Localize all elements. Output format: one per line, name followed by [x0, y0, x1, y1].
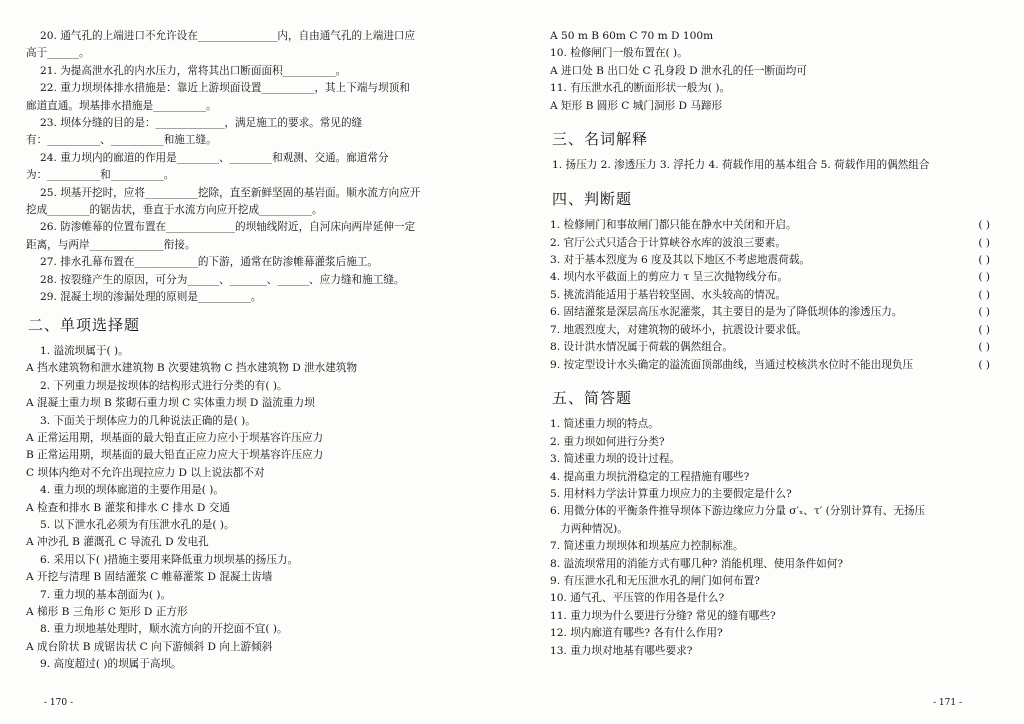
section-title-true-false: 四、判断题 [552, 189, 633, 208]
true-false-item [550, 269, 1000, 286]
question-line: 9. 高度超过( )的坝属于高坝。 [40, 658, 182, 671]
question-line: 26. 防渗帷幕的位置布置在_____________的坝轴线附近，自河床向两岸延伸一定 [40, 221, 416, 234]
short-answer-item: 13. 重力坝对地基有哪些要求? [550, 644, 693, 657]
page-number: - 170 - [44, 698, 73, 708]
question-line: A 50 m B 60m C 70 m D 100m [550, 30, 714, 42]
question-line: 7. 重力坝的基本剖面为( )。 [40, 588, 172, 601]
question-line: 8. 重力坝地基处理时，顺水流方向的开挖面不宜( )。 [40, 623, 288, 636]
question-text: 5. 挑流消能适用于基岩较坚固、水头较高的情况。 [550, 288, 786, 301]
question-line: A 成台阶状 B 成锯齿状 C 向下游倾斜 D 向上游倾斜 [26, 640, 273, 653]
true-false-item [550, 304, 1000, 321]
short-answer-item: 7. 简述重力坝坝体和坝基应力控制标准。 [550, 540, 744, 553]
question-text: 3. 对于基本烈度为 6 度及其以下地区不考虑地震荷载。 [550, 254, 811, 267]
question-line: 6. 采用以下( )措施主要用来降低重力坝坝基的扬压力。 [40, 553, 299, 566]
question-line: 29. 混凝土坝的渗漏处理的原则是__________。 [40, 291, 262, 304]
question-line: 23. 坝体分缝的目的是：_____________，满足施工的要求。常见的缝 [40, 117, 363, 130]
short-answer-item: 3. 简述重力坝的设计过程。 [550, 453, 681, 466]
question-line: 5. 以下泄水孔必须为有压泄水孔的是( )。 [40, 518, 235, 531]
question-line: 27. 排水孔幕布置在____________的下游，通常在防渗帷幕灌浆后施工。 [40, 256, 379, 269]
section-title-single-choice: 二、单项选择题 [28, 315, 141, 334]
page-number: - 171 - [933, 698, 962, 708]
short-answer-item: 6. 用微分体的平衡条件推导坝体下游边缘应力分量 σ′ₓ、τ′ (分别计算有、无扬压 [550, 505, 926, 518]
question-line: 高于______。 [26, 47, 90, 60]
answer-blank: ( ) [978, 236, 990, 249]
question-line: 20. 通气孔的上端进口不允许设在_______________内，自由通气孔的上端进口应 [40, 30, 416, 42]
answer-blank: ( ) [978, 219, 990, 232]
answer-blank: ( ) [978, 341, 990, 354]
question-line: A 混凝土重力坝 B 浆砌石重力坝 C 实体重力坝 D 溢流重力坝 [26, 397, 315, 410]
answer-blank: ( ) [978, 358, 990, 371]
short-answer-item: 8. 溢流坝常用的消能方式有哪几种? 消能机理、使用条件如何? [550, 557, 844, 570]
question-line: 24. 重力坝内的廊道的作用是________、________和观测、交通。廊道常分 [40, 151, 389, 164]
short-answer-item: 2. 重力坝如何进行分类? [550, 435, 665, 448]
answer-blank: ( ) [978, 288, 990, 301]
true-false-item [550, 322, 1000, 339]
question-line: A 正常运用期，坝基面的最大铅直正应力应小于坝基容许压应力 [26, 431, 324, 444]
short-answer-item: 12. 坝内廊道有哪些? 各有什么作用? [550, 627, 723, 640]
question-line: A 挡水建筑物和泄水建筑物 B 次要建筑物 C 挡水建筑物 D 泄水建筑物 [26, 362, 358, 375]
question-line: 1. 溢流坝属于( )。 [40, 344, 129, 357]
question-text: 6. 固结灌浆是深层高压水泥灌浆，其主要目的是为了降低坝体的渗透压力。 [550, 306, 903, 319]
question-text: 9. 按定型设计水头确定的溢流面顶部曲线，当通过校核洪水位时不能出现负压 [550, 358, 914, 371]
question-line: 10. 检修闸门一般布置在( )。 [550, 47, 688, 60]
single-choice-questions [26, 343, 496, 674]
question-line: 廊道直通。坝基排水措施是__________。 [26, 99, 217, 112]
answer-blank: ( ) [978, 306, 990, 319]
answer-blank: ( ) [978, 271, 990, 284]
question-line: 挖成________的锯齿状，垂直于水流方向应开挖成__________。 [26, 204, 323, 217]
question-line: 3. 下面关于坝体应力的几种说法正确的是( )。 [40, 414, 256, 427]
true-false-item [550, 217, 1000, 234]
short-answer-item: 4. 提高重力坝抗滑稳定的工程措施有哪些? [550, 470, 750, 483]
question-text: 1. 检修闸门和事故闸门都只能在静水中关闭和开启。 [550, 219, 797, 232]
true-false-item [550, 287, 1000, 304]
answer-blank: ( ) [978, 254, 990, 267]
single-choice-continued [550, 28, 1000, 115]
question-line: A 矩形 B 圆形 C 城门洞形 D 马蹄形 [550, 99, 723, 112]
left-column [26, 28, 496, 674]
question-line: 28. 按裂缝产生的原因，可分为______、_______、______、应力缝和施工缝。 [40, 273, 405, 286]
short-answer-item: 11. 重力坝为什么要进行分缝? 常见的缝有哪些? [550, 609, 776, 622]
section-title-terms: 三、名词解释 [552, 130, 649, 149]
question-line: 有：__________、__________和施工缝。 [26, 134, 217, 147]
answer-blank: ( ) [978, 323, 990, 336]
true-false-questions [550, 217, 1000, 374]
true-false-item [550, 339, 1000, 356]
question-text: 4. 坝内水平截面上的剪应力 τ 呈三次抛物线分布。 [550, 271, 788, 284]
short-answer-item: 力两种情况)。 [550, 522, 628, 535]
right-column [550, 28, 1000, 660]
question-line: 22. 重力坝坝体排水措施是：靠近上游坝面设置__________，其上下端与坝顶和 [40, 82, 410, 95]
question-line: B 正常运用期，坝基面的最大铅直正应力应大于坝基容许压应力 [26, 449, 324, 462]
question-line: A 开挖与清理 B 固结灌浆 C 帷幕灌浆 D 混凝土齿墙 [26, 571, 273, 584]
question-line: 距离，与两岸______________衔接。 [26, 238, 196, 251]
question-line: 为：__________和__________。 [26, 169, 175, 182]
question-text: 2. 官厅公式只适合于计算峡谷水库的波浪三要素。 [550, 236, 786, 249]
question-line: 4. 重力坝的坝体廊道的主要作用是( )。 [40, 484, 225, 497]
short-answer-item: 5. 用材料力学法计算重力坝应力的主要假定是什么? [550, 487, 792, 500]
short-answer-questions [550, 416, 1000, 660]
question-line: A 冲沙孔 B 灌溉孔 C 导流孔 D 发电孔 [26, 536, 209, 549]
terms-list: 1. 扬压力 2. 渗透压力 3. 浮托力 4. 荷载作用的基本组合 5. 荷载作用的偶然组合 [552, 159, 930, 172]
question-line: 11. 有压泄水孔的断面形状一般为( )。 [550, 82, 731, 95]
question-text: 7. 地震烈度大，对建筑物的破坏小，抗震设计要求低。 [550, 323, 808, 336]
short-answer-item: 10. 通气孔、平压管的作用各是什么? [550, 592, 725, 605]
right-page [512, 0, 1024, 724]
question-line: 25. 坝基开挖时，应将__________挖除，直至新鲜坚固的基岩面。顺水流方向应开 [40, 186, 421, 199]
short-answer-item: 1. 简述重力坝的特点。 [550, 418, 659, 431]
section-title-short-answer: 五、简答题 [552, 388, 633, 407]
question-text: 8. 设计洪水情况属于荷载的偶然组合。 [550, 341, 733, 354]
question-line: A 检查和排水 B 灌浆和排水 C 排水 D 交通 [26, 501, 230, 514]
question-line: A 进口处 B 出口处 C 孔身段 D 泄水孔的任一断面均可 [550, 64, 807, 77]
question-line: A 梯形 B 三角形 C 矩形 D 正方形 [26, 606, 188, 618]
true-false-item [550, 252, 1000, 269]
question-line: 2. 下列重力坝是按坝体的结构形式进行分类的有( )。 [40, 379, 288, 392]
question-line: 21. 为提高泄水孔的内水压力，常将其出口断面面积__________。 [40, 64, 347, 77]
true-false-item [550, 357, 1000, 374]
fill-in-questions [26, 28, 496, 307]
question-line: C 坝体内绝对不允许出现拉应力 D 以上说法都不对 [26, 466, 265, 479]
true-false-item [550, 235, 1000, 252]
short-answer-item: 9. 有压泄水孔和无压泄水孔的闸门如何布置? [550, 574, 760, 587]
